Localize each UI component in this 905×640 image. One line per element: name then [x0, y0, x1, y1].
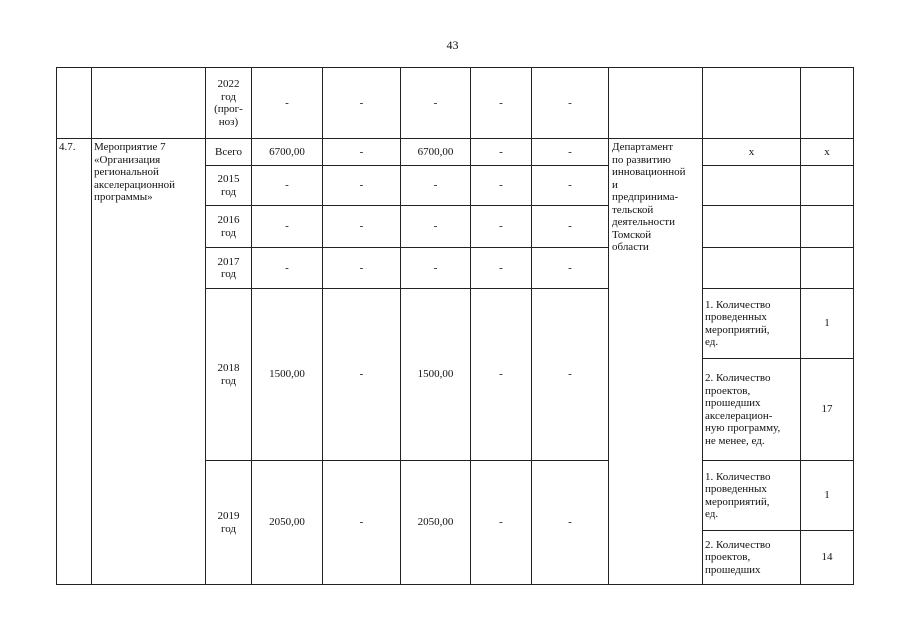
indicator-cell: 2. Количество проектов, прошедших акселерацион- ную программу, не менее, ед. — [703, 359, 801, 461]
measure-number: 4.7. — [57, 139, 92, 585]
indicator-value: 17 — [801, 359, 854, 461]
value-cell: - — [323, 139, 401, 166]
year-cell: 2022 год (прог- ноз) — [206, 68, 252, 139]
indicator-cell: 1. Количество проведенных мероприятий, ед. — [703, 461, 801, 531]
cell-empty — [703, 248, 801, 289]
measure-name: Мероприятие 7 «Организация региональной акселерационной программы» — [92, 139, 206, 585]
value-cell: 2050,00 — [401, 461, 471, 585]
value-cell: - — [471, 206, 532, 248]
year-cell: 2018 год — [206, 289, 252, 461]
value-cell: - — [532, 461, 609, 585]
cell-empty — [801, 206, 854, 248]
page-number: 43 — [446, 38, 459, 52]
value-cell: 2050,00 — [252, 461, 323, 585]
indicator-value: х — [801, 139, 854, 166]
cell-empty — [609, 68, 703, 139]
value-cell: - — [532, 166, 609, 206]
cell-empty — [801, 248, 854, 289]
value-cell: - — [252, 248, 323, 289]
value-cell: - — [252, 166, 323, 206]
value-cell: - — [471, 248, 532, 289]
value-cell: - — [471, 166, 532, 206]
year-cell: 2015 год — [206, 166, 252, 206]
cell-empty — [703, 206, 801, 248]
value-cell: - — [323, 461, 401, 585]
year-cell: 2019 год — [206, 461, 252, 585]
value-cell: - — [401, 206, 471, 248]
value-cell: - — [323, 248, 401, 289]
value-cell: - — [323, 206, 401, 248]
value-cell: - — [471, 139, 532, 166]
program-table — [56, 67, 854, 585]
indicator-cell: х — [703, 139, 801, 166]
table-row-total — [57, 139, 854, 166]
value-cell: - — [323, 289, 401, 461]
indicator-value: 14 — [801, 531, 854, 585]
value-cell: - — [401, 166, 471, 206]
value-cell: - — [252, 68, 323, 139]
value-cell: - — [532, 68, 609, 139]
value-cell: - — [532, 248, 609, 289]
value-cell: 1500,00 — [252, 289, 323, 461]
value-cell: - — [252, 206, 323, 248]
table-row-2022 — [57, 68, 854, 139]
indicator-cell: 1. Количество проведенных мероприятий, ед. — [703, 289, 801, 359]
value-cell: - — [471, 68, 532, 139]
value-cell: 6700,00 — [401, 139, 471, 166]
value-cell: 1500,00 — [401, 289, 471, 461]
value-cell: - — [401, 248, 471, 289]
value-cell: - — [471, 289, 532, 461]
indicator-value: 1 — [801, 461, 854, 531]
indicator-cell: 2. Количество проектов, прошедших — [703, 531, 801, 585]
value-cell: - — [532, 289, 609, 461]
year-cell: 2017 год — [206, 248, 252, 289]
value-cell: - — [471, 461, 532, 585]
value-cell: 6700,00 — [252, 139, 323, 166]
cell-empty — [92, 68, 206, 139]
cell-empty — [57, 68, 92, 139]
year-cell: Всего — [206, 139, 252, 166]
value-cell: - — [323, 68, 401, 139]
department-cell: Департамент по развитию инновационной и предпринима- тельской деятельности Томской области — [609, 139, 703, 585]
cell-empty — [801, 68, 854, 139]
year-cell: 2016 год — [206, 206, 252, 248]
cell-empty — [703, 166, 801, 206]
value-cell: - — [532, 206, 609, 248]
cell-empty — [703, 68, 801, 139]
cell-empty — [801, 166, 854, 206]
value-cell: - — [401, 68, 471, 139]
value-cell: - — [323, 166, 401, 206]
indicator-value: 1 — [801, 289, 854, 359]
value-cell: - — [532, 139, 609, 166]
